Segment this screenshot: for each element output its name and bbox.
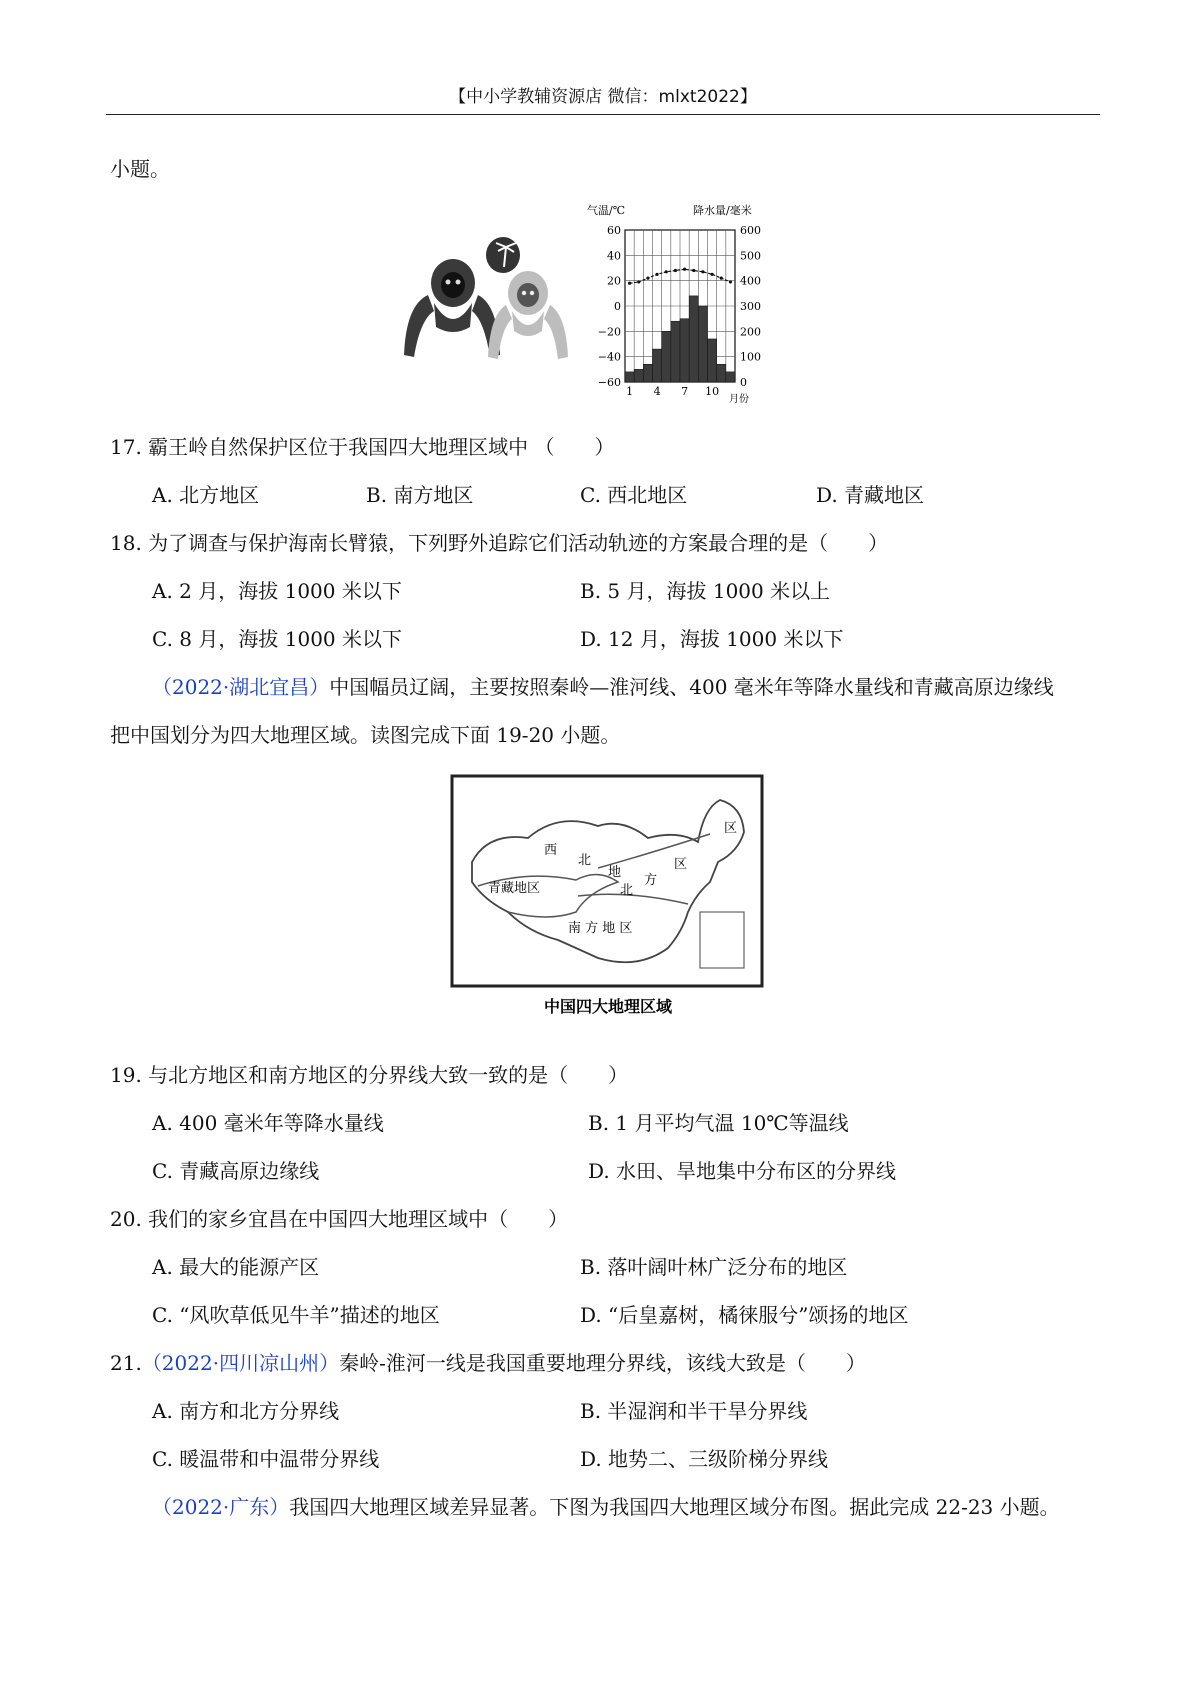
left-tick-label: −60 [597,376,621,389]
map-label-qu: 区 [724,821,738,836]
q18-option-d: D. 12 月，海拔 1000 米以下 [580,627,844,651]
map-label-qu2: 区 [674,857,688,872]
map-label-xi: 西 [544,843,558,858]
precip-bar-9 [698,306,707,382]
temp-point-3 [646,277,649,280]
q17-option-a: A. 北方地区 [152,483,260,507]
precip-bar-4 [653,349,662,382]
q21-option-c: C. 暖温带和中温带分界线 [152,1447,380,1471]
temp-point-12 [729,280,732,283]
p22-line: （2022·广东）我国四大地理区域差异显著。下图为我国四大地理区域分布图。据此完成 22-23 小题。 [152,1495,1060,1519]
map-label-south: 南 方 地 区 [568,921,633,936]
q20-option-a: A. 最大的能源产区 [152,1255,320,1279]
precip-bar-12 [726,372,735,382]
q17-option-b: B. 南方地区 [366,483,474,507]
precip-bar-10 [708,339,717,382]
right-axis-label: 降水量/毫米 [693,204,752,217]
temp-point-1 [628,282,631,285]
x-tick-label: 4 [653,385,661,398]
left-tick-label: 20 [607,274,621,288]
left-tick-label: 40 [607,249,621,263]
x-tick-label: 1 [626,385,634,398]
right-tick-label: 100 [740,350,761,364]
q17-option-c: C. 西北地区 [580,483,688,507]
right-tick-label: 400 [740,274,761,288]
temp-point-6 [674,269,677,272]
map-label-fang: 方 [644,873,658,888]
right-tick-label: 600 [740,224,761,237]
temp-point-11 [720,277,723,280]
precip-bar-7 [680,319,689,382]
q21-option-d: D. 地势二、三级阶梯分界线 [580,1447,829,1471]
header-rule [106,114,1100,115]
precip-bar-2 [634,369,643,382]
p19-source: （2022·湖北宜昌） [152,675,330,699]
temp-point-2 [637,280,640,283]
q21-option-b: B. 半湿润和半干旱分界线 [580,1399,808,1423]
right-tick-label: 200 [740,325,761,339]
q18-option-a: A. 2 月，海拔 1000 米以下 [152,579,402,603]
p19-line2: 把中国划分为四大地理区域。读图完成下面 19-20 小题。 [110,723,621,747]
left-axis-label: 气温/℃ [587,204,626,217]
precip-bar-5 [662,331,671,382]
q20-option-d: D. “后皇嘉树，橘徕服兮”颂扬的地区 [580,1303,909,1327]
gibbon-illustration [398,235,578,365]
q21-stem-line: 21.（2022·四川凉山州）秦岭-淮河一线是我国重要地理分界线，该线大致是（ ） [110,1351,866,1375]
temp-point-8 [692,269,695,272]
temp-point-4 [655,273,658,276]
q21-option-a: A. 南方和北方分界线 [152,1399,340,1423]
q17-option-d: D. 青藏地区 [816,483,925,507]
q20-stem: 20. 我们的家乡宜昌在中国四大地理区域中（ ） [110,1207,569,1231]
q19-option-d: D. 水田、旱地集中分布区的分界线 [588,1159,897,1183]
south-sea-inset [700,912,744,968]
left-tick-label: 0 [614,300,621,313]
temp-point-5 [665,270,668,273]
right-tick-label: 0 [740,376,747,389]
left-tick-label: −20 [597,325,621,339]
map-label-bei: 北 [578,853,592,868]
climate-chart [585,200,785,405]
map-caption: 中国四大地理区域 [543,997,673,1016]
precip-bar-8 [689,296,698,382]
temp-point-7 [683,268,686,271]
map-label-bei2: 北 [620,883,634,898]
temp-point-10 [710,273,713,276]
x-tick-label: 10 [705,385,720,398]
left-tick-label: 60 [607,224,621,237]
p19-line1: （2022·湖北宜昌）中国幅员辽阔，主要按照秦岭—淮河线、400 毫米年等降水量线和青藏高原边缘线 [152,675,1054,699]
left-tick-label: −40 [597,350,621,364]
precip-bar-3 [643,364,652,382]
q18-stem: 18. 为了调查与保护海南长臂猿，下列野外追踪它们活动轨迹的方案最合理的是（ ） [110,531,889,555]
q20-option-c: C. “风吹草低见牛羊”描述的地区 [152,1303,440,1327]
x-tick-label: 7 [681,385,689,398]
precip-bar-1 [625,372,634,382]
q21-source: （2022·四川凉山州） [141,1351,340,1375]
page-header: 【中小学教辅资源店 微信：mlxt2022】 [449,87,757,107]
map-label-di: 地 [608,865,622,880]
china-regions-map [448,772,770,1020]
precip-bar-6 [671,321,680,382]
p22-source: （2022·广东） [152,1495,290,1519]
right-tick-label: 500 [740,249,761,263]
q17-stem: 17. 霸王岭自然保护区位于我国四大地理区域中 （ ） [110,435,615,459]
q19-option-c: C. 青藏高原边缘线 [152,1159,320,1183]
intro-tail: 小题。 [110,157,170,181]
q19-option-a: A. 400 毫米年等降水量线 [152,1111,384,1135]
q19-option-b: B. 1 月平均气温 10℃等温线 [588,1111,849,1135]
temp-point-9 [701,270,704,273]
precip-bar-11 [717,364,726,382]
map-label-qinghai-tibet: 青藏地区 [488,881,541,896]
q18-option-c: C. 8 月，海拔 1000 米以下 [152,627,402,651]
palm-fruit-icon [486,237,520,273]
x-axis-unit: 月份 [729,394,749,405]
q20-option-b: B. 落叶阔叶林广泛分布的地区 [580,1255,848,1279]
q18-option-b: B. 5 月，海拔 1000 米以上 [580,579,831,603]
right-tick-label: 300 [740,300,761,313]
q19-stem: 19. 与北方地区和南方地区的分界线大致一致的是（ ） [110,1063,629,1087]
